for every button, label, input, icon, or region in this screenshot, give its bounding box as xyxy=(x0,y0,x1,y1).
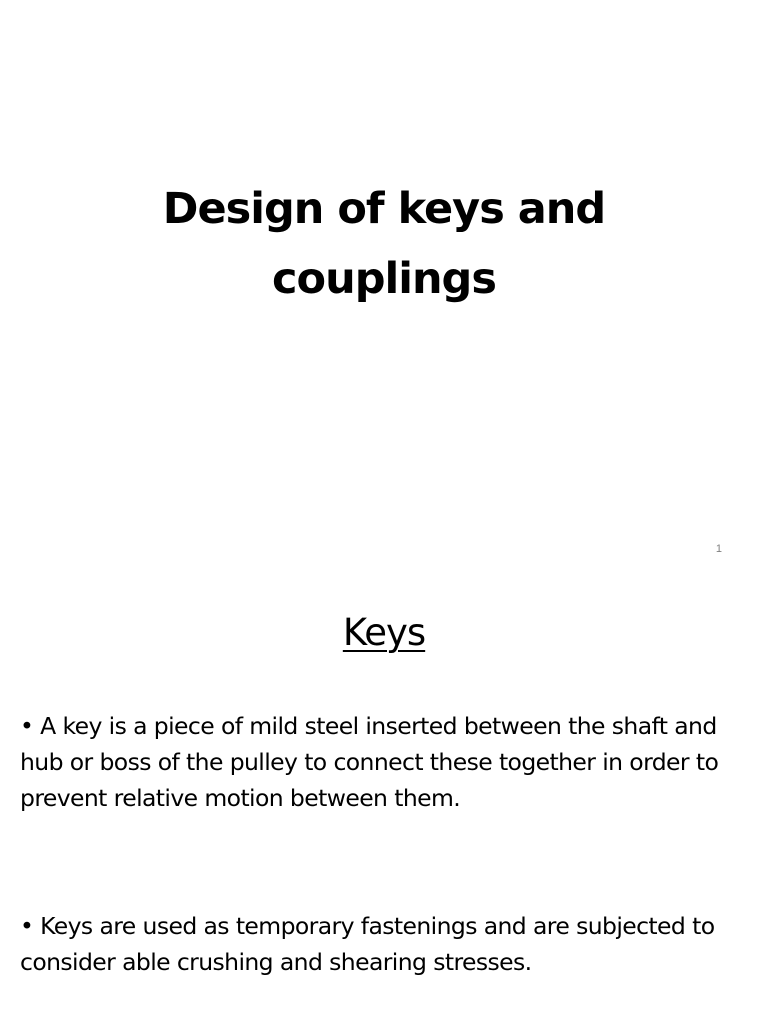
slide-number: 1 xyxy=(715,543,722,555)
bullet-point-2: • Keys are used as temporary fastenings and are subjected to consider able crushing and shearing stresses. xyxy=(20,912,715,976)
section-heading xyxy=(0,609,768,657)
section-heading-text: Keys xyxy=(342,611,426,654)
bullet-point-1: • A key is a piece of mild steel inserted between the shaft and hub or boss of the pulley to connect these together in order to prevent relative motion between them. xyxy=(20,712,719,812)
slide-title-line-1: Design of keys and xyxy=(162,184,606,234)
slide-title xyxy=(84,174,684,314)
slide-title-line-2: couplings xyxy=(272,254,496,304)
